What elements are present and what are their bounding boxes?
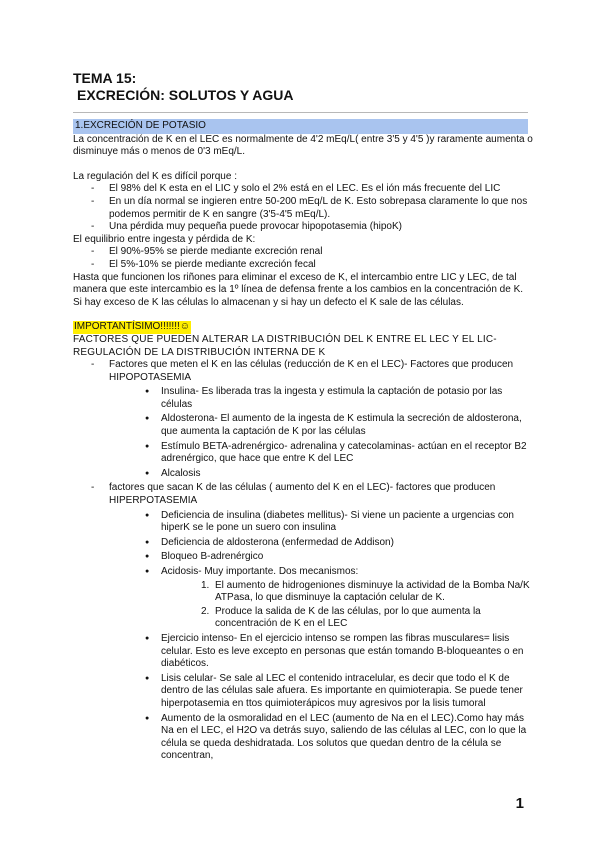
list-item: 1. El aumento de hidrogeniones disminuye la actividad de la Bomba Na/K ATPasa, lo que disminuye la captación celular de K. [201,579,530,604]
page-number: 1 [515,795,524,812]
section-heading-factors: FACTORES QUE PUEDEN ALTERAR LA DISTRIBUCIÓN DEL K ENTRE EL LEC Y EL LIC- REGULACIÓN DE LA DISTRIBUCIÓN INTERNA DE K [73,333,497,358]
list-item: ● Alcalosis [141,468,533,481]
paragraph-intro: La concentración de K en el LEC es normalmente de 4'2 mEq/L( entre 3'5 y 4'5 )y raramente aumenta o disminuye más o menos de 0'3 mEq/L. [73,133,533,158]
document-title: TEMA 15: [73,70,137,86]
balance-list [73,246,533,271]
mechanism-text: El aumento de hidrogeniones disminuye la actividad de la Bomba Na/K ATPasa, lo que disminuye la captación celular de K. [215,579,530,604]
list-item: ● Insulina- Es liberada tras la ingesta y estimula la captación de potasio por las células [141,386,533,411]
list-item: ● Estímulo BETA-adrenérgico- adrenalina y catecolaminas- actúan en el receptor B2 adrenérgico, que hace que entre K del LEC [141,441,533,466]
list-item: - El 98% del K esta en el LIC y solo el 2% está en el LEC. Es el ión más frecuente del LIC [73,183,533,196]
paragraph-regulation-intro: La regulación del K es difícil porque : [73,170,237,182]
paragraph-closing: Hasta que funcionen los riñones para eliminar el exceso de K, el intercambio entre LIC y LEC, de tal manera que este intercambio es la 1º línea de defensa frente a los cambios en la concentración de K. Si hay exceso de K las células lo almacenan y si hay un defecto el K sale de las células. [73,271,524,308]
list-item: ● Ejercicio intenso- En el ejercicio intenso se rompen las fibras musculares= lisis celular. Esto es leve excepto en personas que están tomando B-bloqueantes o en diabéticos. [141,633,533,671]
paragraph-balance-intro: El equilibrio entre ingesta y pérdida de K: [73,233,256,245]
list-item: - El 5%-10% se pierde mediante excreción fecal [73,259,533,272]
list-item: ● Aumento de la osmoralidad en el LEC (aumento de Na en el LEC).Como hay más Na en el LEC, el H2O va detrás suyo, saliendo de las células al LEC, con lo que la célula se queda deshidratada. Los solutos que quedan dentro de la célula se concentran, [141,713,533,763]
group-label-hiperpotasemia: factores que sacan K de las células ( aumento del K en el LEC)- factores que producen HIPERPOTASEMIA [109,482,496,507]
group-label-hipopotasemia: Factores que meten el K en las células (reducción de K en el LEC)- Factores que producen HIPOPOTASEMIA [109,359,514,383]
list-item [73,482,533,762]
acidosis-label: Acidosis- Muy importante. Dos mecanismos: [161,566,359,577]
list-item: ● Bloqueo B-adrenérgico [141,551,533,564]
document-subtitle: EXCRECIÓN: SOLUTOS Y AGUA [77,87,294,103]
horizontal-divider [73,112,528,113]
list-item: ● Deficiencia de aldosterona (enfermedad de Addison) [141,537,533,550]
list-item: ● Lisis celular- Se sale al LEC el contenido intracelular, es decir que todo el K de dentro de las células sale afuera. Es importante en quimioterapia. Se puede tener hiperpotasemia en ttos quimioterápicos muy agresivos por la lisis tumoral [141,673,533,711]
hiperpotasemia-list [109,510,533,763]
list-item: ● Deficiencia de insulina (diabetes mellitus)- Si viene un paciente a urgencias con hiperK se le pone un suero con insulina [141,510,533,535]
list-item: 2. Produce la salida de K de las células, por lo que aumenta la concentración de K en el LEC [201,605,481,630]
list-item [141,566,533,631]
list-item: - Una pérdida muy pequeña puede provocar hipopotasemia (hipoK) [73,221,533,234]
acidosis-mechanisms-list [161,580,533,631]
mechanism-text: Produce la salida de K de las células, por lo que aumenta la concentración de K en el LEC [215,605,481,630]
list-item: ● Aldosterona- El aumento de la ingesta de K estimula la secreción de aldosterona, que aumenta la captación de K por las células [141,413,533,438]
list-item [73,359,533,480]
section-heading-potasio: 1.EXCRECIÓN DE POTASIO [73,119,528,134]
factors-list [73,359,533,763]
important-highlight: IMPORTANTÍSIMO!!!!!!!☺ [74,321,190,333]
regulation-list [73,183,533,233]
document-page [73,70,533,765]
list-item: - El 90%-95% se pierde mediante excreción renal [73,246,533,259]
hipopotasemia-list [109,386,533,480]
list-item: - En un día normal se ingieren entre 50-200 mEq/L de K. Esto sobrepasa claramente lo que nos podemos permitir de K en sangre (3'5-4'5 mEq/L). [73,196,533,221]
